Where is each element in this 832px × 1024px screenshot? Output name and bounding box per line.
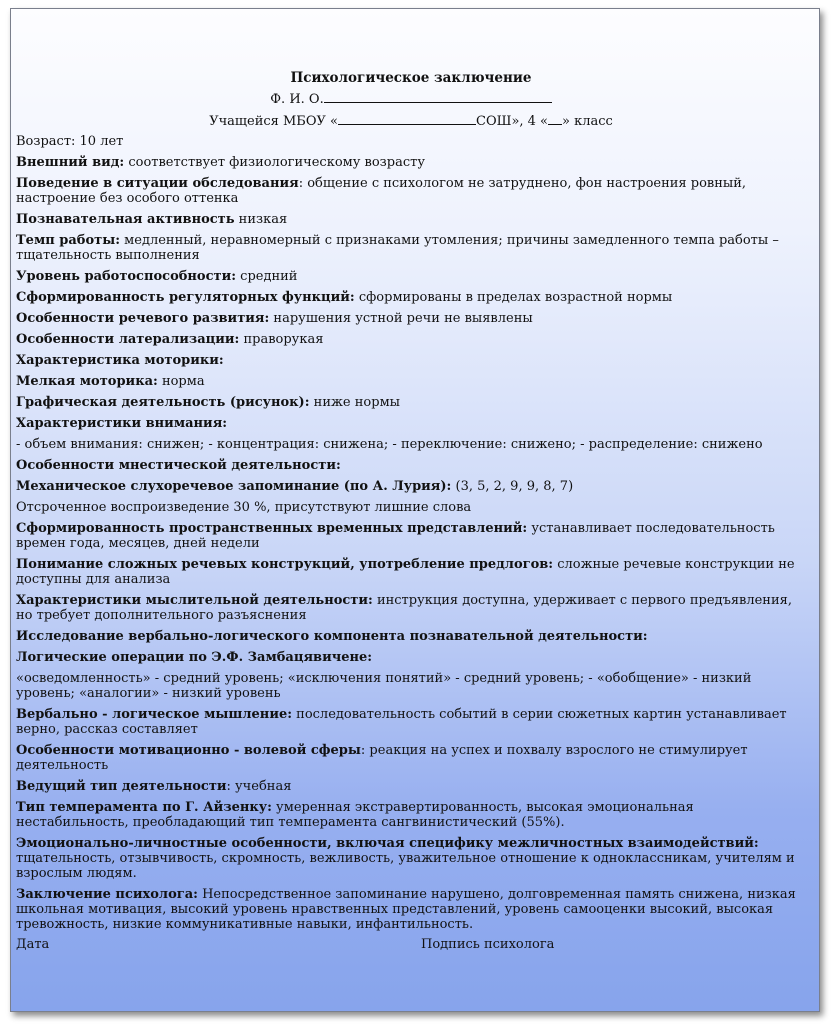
field-label: Особенности мотивационно - волевой сферы (16, 743, 361, 758)
report-line (16, 269, 806, 284)
report-line (16, 374, 806, 389)
field-value: норма (157, 374, 205, 389)
school-line (16, 112, 806, 129)
report-line (16, 887, 806, 932)
field-label: Заключение психолога: (16, 887, 198, 902)
report-line (16, 458, 806, 473)
field-label: Темп работы: (16, 233, 121, 248)
field-label: Сформированность регуляторных функций: (16, 290, 355, 305)
signature-label: Подпись психолога (421, 937, 555, 952)
field-value: Возраст: 10 лет (16, 134, 124, 149)
report-line (16, 629, 806, 644)
field-value: средний (236, 269, 298, 284)
report-line (16, 593, 806, 623)
report-line (16, 311, 806, 326)
field-label: Сформированность пространственных временных представлений: (16, 521, 528, 536)
field-label: Особенности мнестической деятельности: (16, 458, 341, 473)
report-line (16, 521, 806, 551)
report-line (16, 416, 806, 431)
field-value: инструкция доступна, удерживает с первого предъявления, но требует дополнительного разъяснения (16, 593, 792, 623)
field-label: Графическая деятельность (рисунок): (16, 395, 310, 410)
fio-label: Ф. И. О. (270, 92, 324, 107)
report-line (16, 500, 806, 515)
document-title: Психологическое заключение (290, 70, 532, 86)
report-line (16, 836, 806, 881)
field-value: устанавливает последовательность времен года, месяцев, дней недели (16, 521, 775, 551)
report-line (16, 176, 806, 206)
field-label: Мелкая моторика: (16, 374, 158, 389)
field-value: сформированы в пределах возрастной нормы (354, 290, 673, 305)
report-line (16, 155, 806, 170)
report-line (16, 134, 806, 149)
field-value: (3, 5, 2, 9, 9, 8, 7) (451, 479, 574, 494)
field-value: : общение с психологом не затруднено, фон настроения ровный, настроение без особого оттенка (16, 176, 747, 206)
report-line (16, 353, 806, 368)
field-label: Особенности речевого развития: (16, 311, 270, 326)
field-value: умеренная экстравертированность, высокая эмоциональная нестабильность, преобладающий тип темперамента сангвинистический (55%). (16, 800, 694, 830)
field-label: Вербально - логическое мышление: (16, 707, 293, 722)
report-line (16, 233, 806, 263)
field-value: последовательность событий в серии сюжетных картин устанавливает верно, рассказ составляет (16, 707, 787, 737)
field-label: Характеристики мыслительной деятельности: (16, 593, 373, 608)
document-body (16, 71, 806, 938)
report-line (16, 395, 806, 410)
field-label: Логические операции по Э.Ф. Замбацявичене: (16, 650, 373, 665)
report-line (16, 290, 806, 305)
field-label: Тип темперамента по Г. Айзенку: (16, 800, 272, 815)
school-prefix: Учащейся МБОУ « (209, 114, 338, 129)
field-value: - объем внимания: снижен; - концентрация: снижена; - переключение: снижено; - распределение: снижено (16, 437, 763, 452)
field-label: Понимание сложных речевых конструкций, употребление предлогов: (16, 557, 554, 572)
field-value: нарушения устной речи не выявлены (269, 311, 533, 326)
field-value: низкая (234, 212, 288, 227)
field-label: Эмоционально-личностные особенности, включая специфику межличностных взаимодействий: (16, 836, 759, 851)
field-value: «осведомленность» - средний уровень; «исключения понятий» - средний уровень; - «обобщение» - низкий уровень; «аналогии» - низкий уровень (16, 671, 752, 701)
report-line (16, 671, 806, 701)
report-line (16, 800, 806, 830)
field-label: Характеристика моторики: (16, 353, 224, 368)
report-line (16, 779, 806, 794)
field-value: Отсроченное воспроизведение 30 %, присутствуют лишние слова (16, 500, 472, 515)
report-line (16, 650, 806, 665)
date-label: Дата (16, 937, 50, 952)
fio-line (16, 90, 806, 107)
class-blank (548, 112, 562, 125)
report-line (16, 743, 806, 773)
field-value: медленный, неравномерный с признаками утомления; причины замедленного темпа работы – тщательность выполнения (16, 233, 779, 263)
field-label: Исследование вербально-логического компонента познавательной деятельности: (16, 629, 648, 644)
field-label: Ведущий тип деятельности (16, 779, 227, 794)
field-label: Поведение в ситуации обследования (16, 176, 299, 191)
field-value: праворукая (239, 332, 324, 347)
field-value: Непосредственное запоминание нарушено, долговременная память снижена, низкая школьная мотивация, высокий уровень нравственных представлений, уровень самооценки высокий, высокая тревожность, низкие коммуникативные навыки, инфантильность. (16, 887, 796, 932)
class-suffix: » класс (562, 114, 613, 129)
field-label: Внешний вид: (16, 155, 125, 170)
report-line (16, 479, 806, 494)
school-suffix: СОШ», 4 « (476, 114, 549, 129)
field-value: тщательность, отзывчивость, скромность, вежливость, уважительное отношение к одноклассникам, учителям и взрослым людям. (16, 851, 795, 881)
school-blank (338, 112, 476, 125)
report-line (16, 212, 806, 227)
field-value: сложные речевые конструкции не доступны для анализа (16, 557, 795, 587)
field-label: Особенности латерализации: (16, 332, 240, 347)
report-line (16, 332, 806, 347)
field-label: Механическое слухоречевое запоминание (по А. Лурия): (16, 479, 452, 494)
field-label: Характеристики внимания: (16, 416, 228, 431)
field-value: : учебная (226, 779, 292, 794)
field-value: ниже нормы (309, 395, 401, 410)
field-label: Познавательная активность (16, 212, 235, 227)
field-value: : реакция на успех и похвалу взрослого не стимулирует деятельность (16, 743, 748, 773)
report-lines (16, 134, 806, 932)
report-line (16, 707, 806, 737)
document-page (10, 8, 820, 1012)
report-line (16, 557, 806, 587)
fio-blank (324, 90, 552, 103)
field-label: Уровень работоспособности: (16, 269, 237, 284)
field-value: соответствует физиологическому возрасту (124, 155, 425, 170)
report-line (16, 437, 806, 452)
